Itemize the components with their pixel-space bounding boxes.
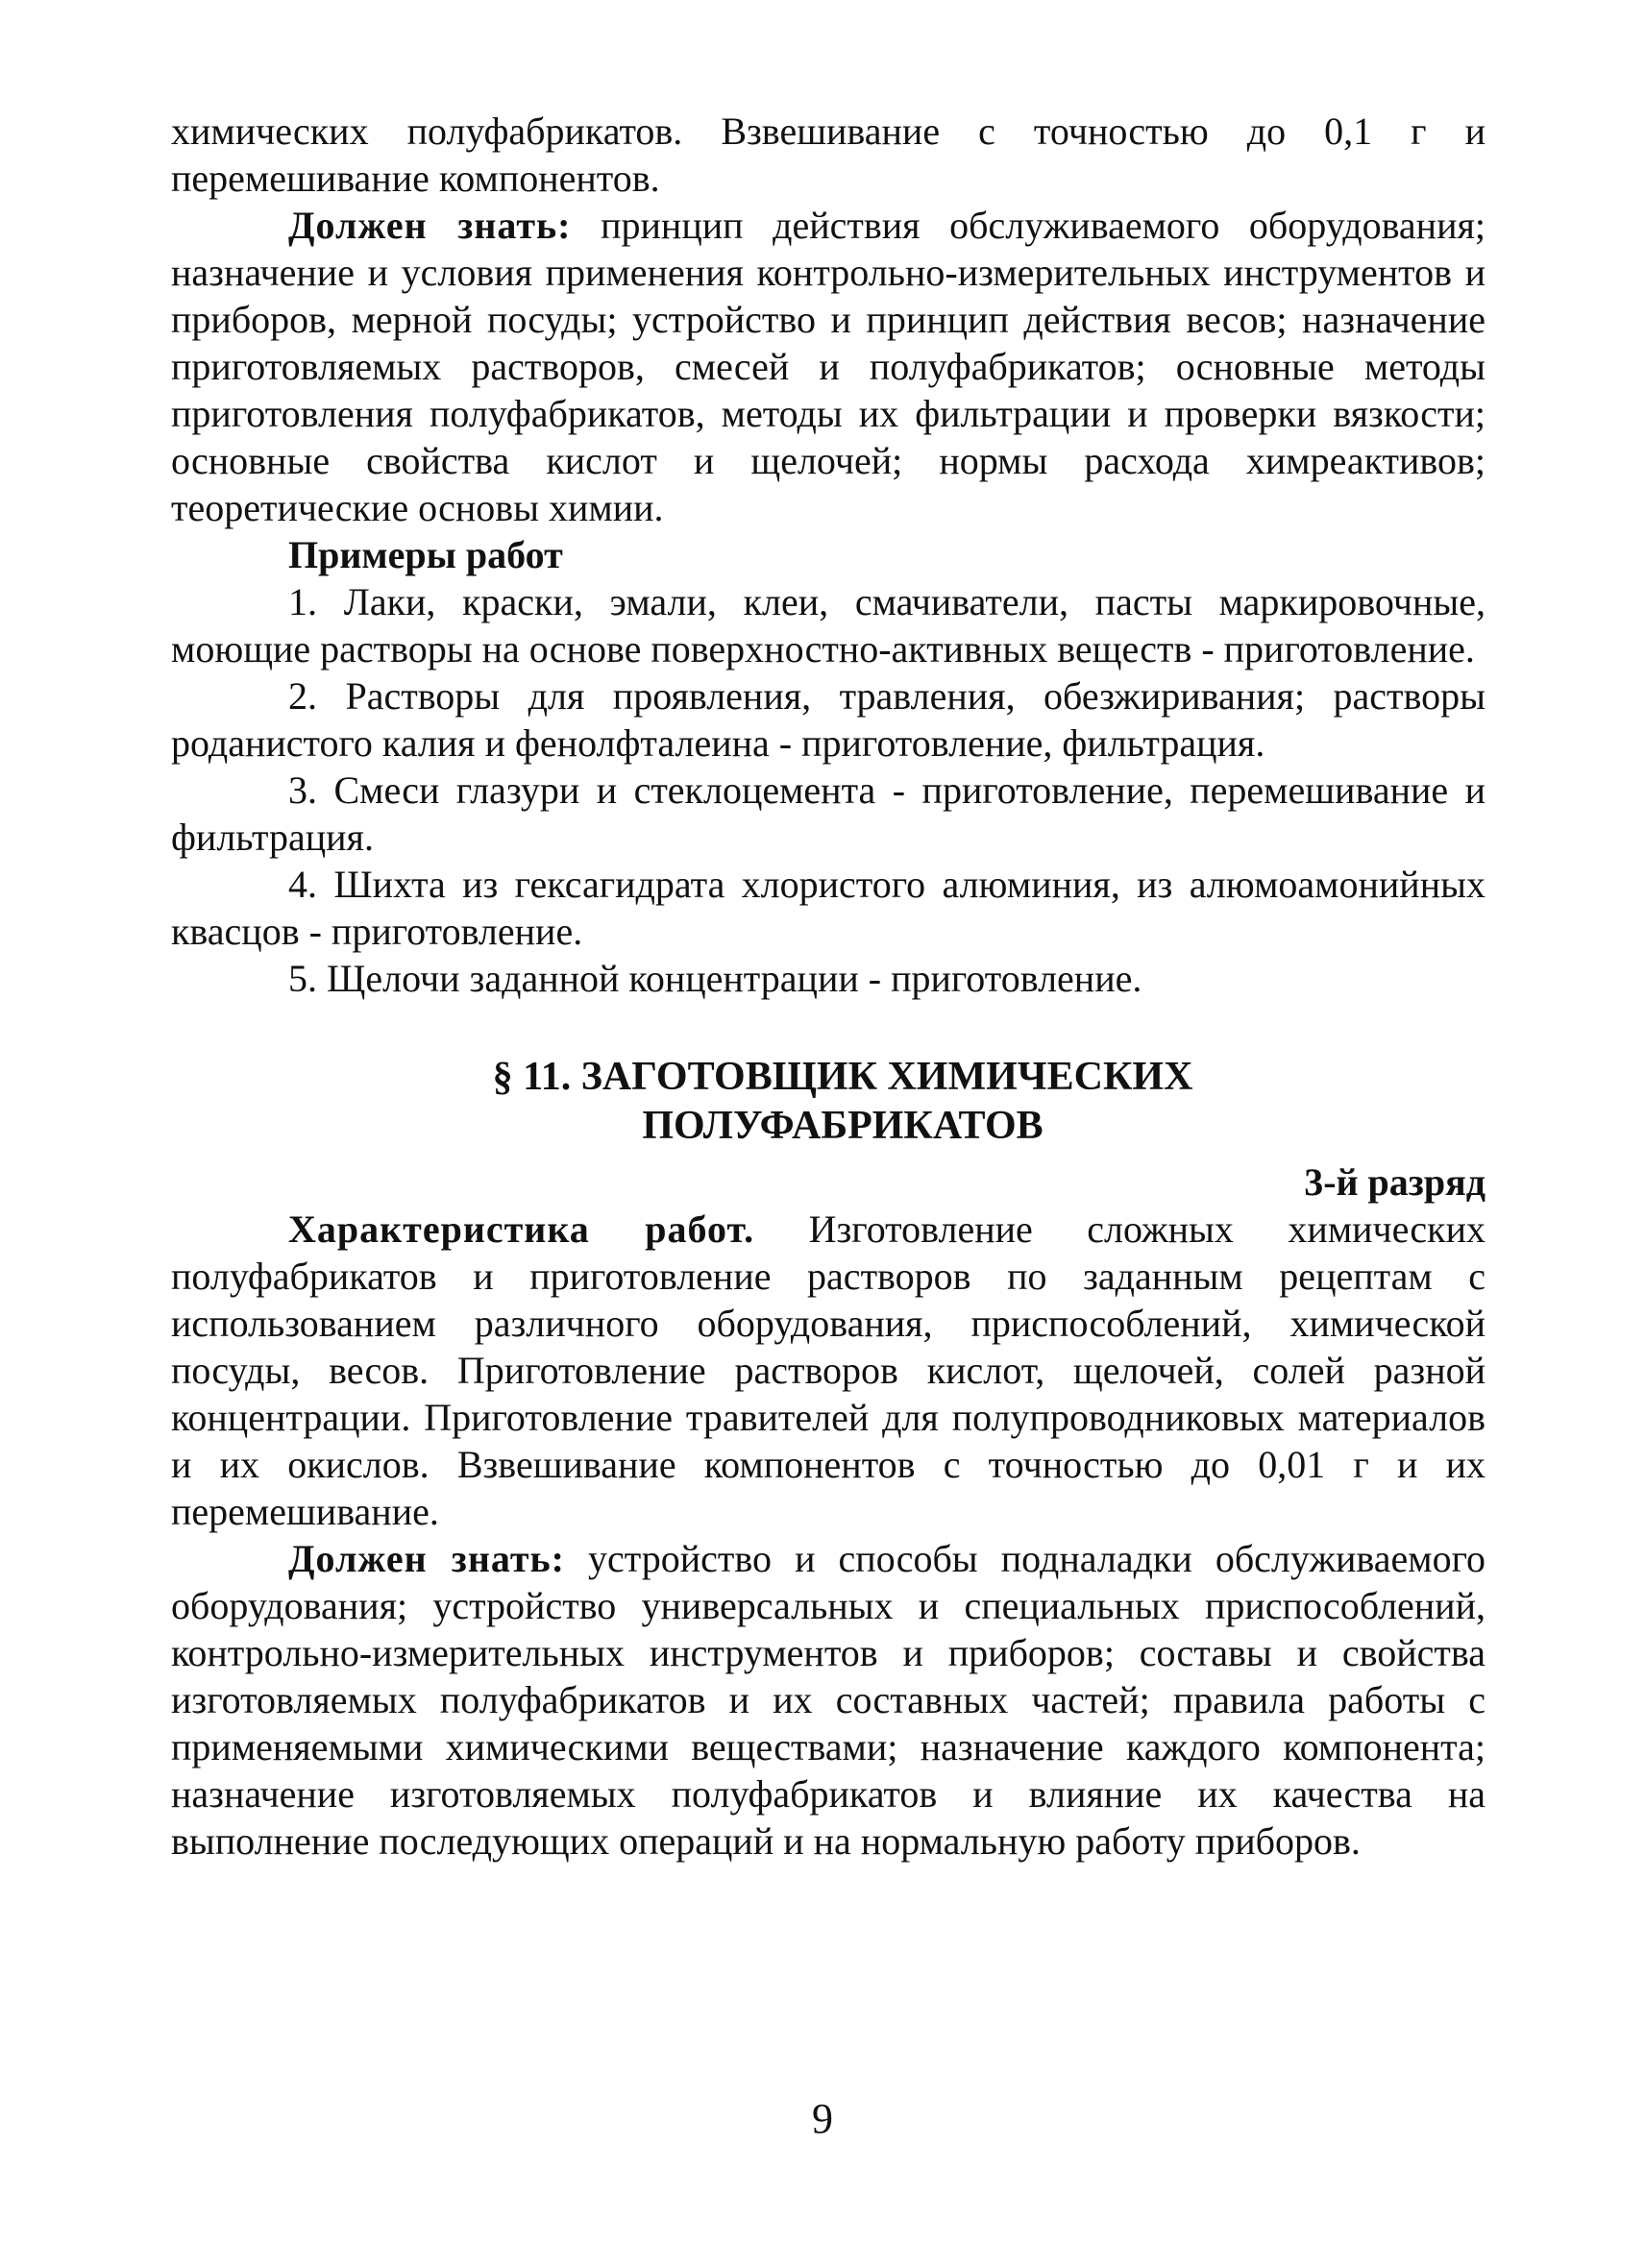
- example-item-1: 1. Лаки, краски, эмали, клеи, смачиватели, пасты маркировочные, моющие растворы на основе поверхностно-активных веществ - приготовление.: [171, 580, 1485, 671]
- knowledge-paragraph-2: [171, 1535, 1485, 1865]
- examples-heading: Примеры работ: [288, 533, 563, 576]
- example-item-4: 4. Шихта из гексагидрата хлористого алюминия, из алюмоамонийных квасцов - приготовление.: [171, 863, 1485, 953]
- characteristics-text: Изготовление сложных химических полуфабрикатов и приготовление растворов по заданным рецептам с использованием различного оборудования, приспособлений, химической посуды, весов. Приготовление растворов кислот, щелочей, солей разной концентрации. Приготовление травителей для полупроводниковых материалов и их окислов. Взвешивание компонентов с точностью до 0,01 г и их перемешивание.: [171, 1207, 1485, 1533]
- characteristics-paragraph: [171, 1206, 1485, 1535]
- document-page: [171, 108, 1485, 1865]
- example-item-3: 3. Смеси глазури и стеклоцемента - приготовление, перемешивание и фильтрация.: [171, 768, 1485, 859]
- characteristics-label: Характеристика работ.: [288, 1207, 755, 1251]
- example-item-5: 5. Щелочи заданной концентрации - приготовление.: [288, 957, 1142, 1000]
- section-title: [171, 1053, 1485, 1151]
- knowledge-text-1: принцип действия обслуживаемого оборудования; назначение и условия применения контрольно-измерительных инструментов и приборов, мерной посуды; устройство и принцип действия весов; назначение приготовляемых растворов, смесей и полуфабрикатов; основные методы приготовления полуфабрикатов, методы их фильтрации и проверки вязкости; основные свойства кислот и щелочей; нормы расхода химреактивов; теоретические основы химии.: [171, 204, 1486, 529]
- knowledge-label-2: Должен знать:: [288, 1537, 565, 1580]
- knowledge-paragraph-1: [171, 202, 1485, 531]
- section-title-line-1: § 11. ЗАГОТОВЩИК ХИМИЧЕСКИХ: [492, 1055, 1193, 1099]
- knowledge-text-2: устройство и способы подналадки обслуживаемого оборудования; устройство универсальных и специальных приспособлений, контрольно-измерительных инструментов и приборов; составы и свойства изготовляемых полуфабрикатов и их составных частей; правила работы с применяемыми химическими веществами; назначение каждого компонента; назначение изготовляемых полуфабрикатов и влияние их качества на выполнение последующих операций и на нормальную работу приборов.: [171, 1537, 1485, 1863]
- intro-paragraph: химических полуфабрикатов. Взвешивание с точностью до 0,1 г и перемешивание компонентов.: [171, 110, 1485, 200]
- page-number: 9: [812, 2095, 833, 2142]
- example-item-2: 2. Растворы для проявления, травления, обезжиривания; растворы роданистого калия и фенолфталеина - приготовление, фильтрация.: [171, 674, 1485, 765]
- grade-label: 3-й разряд: [1304, 1160, 1485, 1204]
- section-title-line-2: ПОЛУФАБРИКАТОВ: [642, 1104, 1043, 1148]
- knowledge-label-1: Должен знать:: [288, 204, 572, 247]
